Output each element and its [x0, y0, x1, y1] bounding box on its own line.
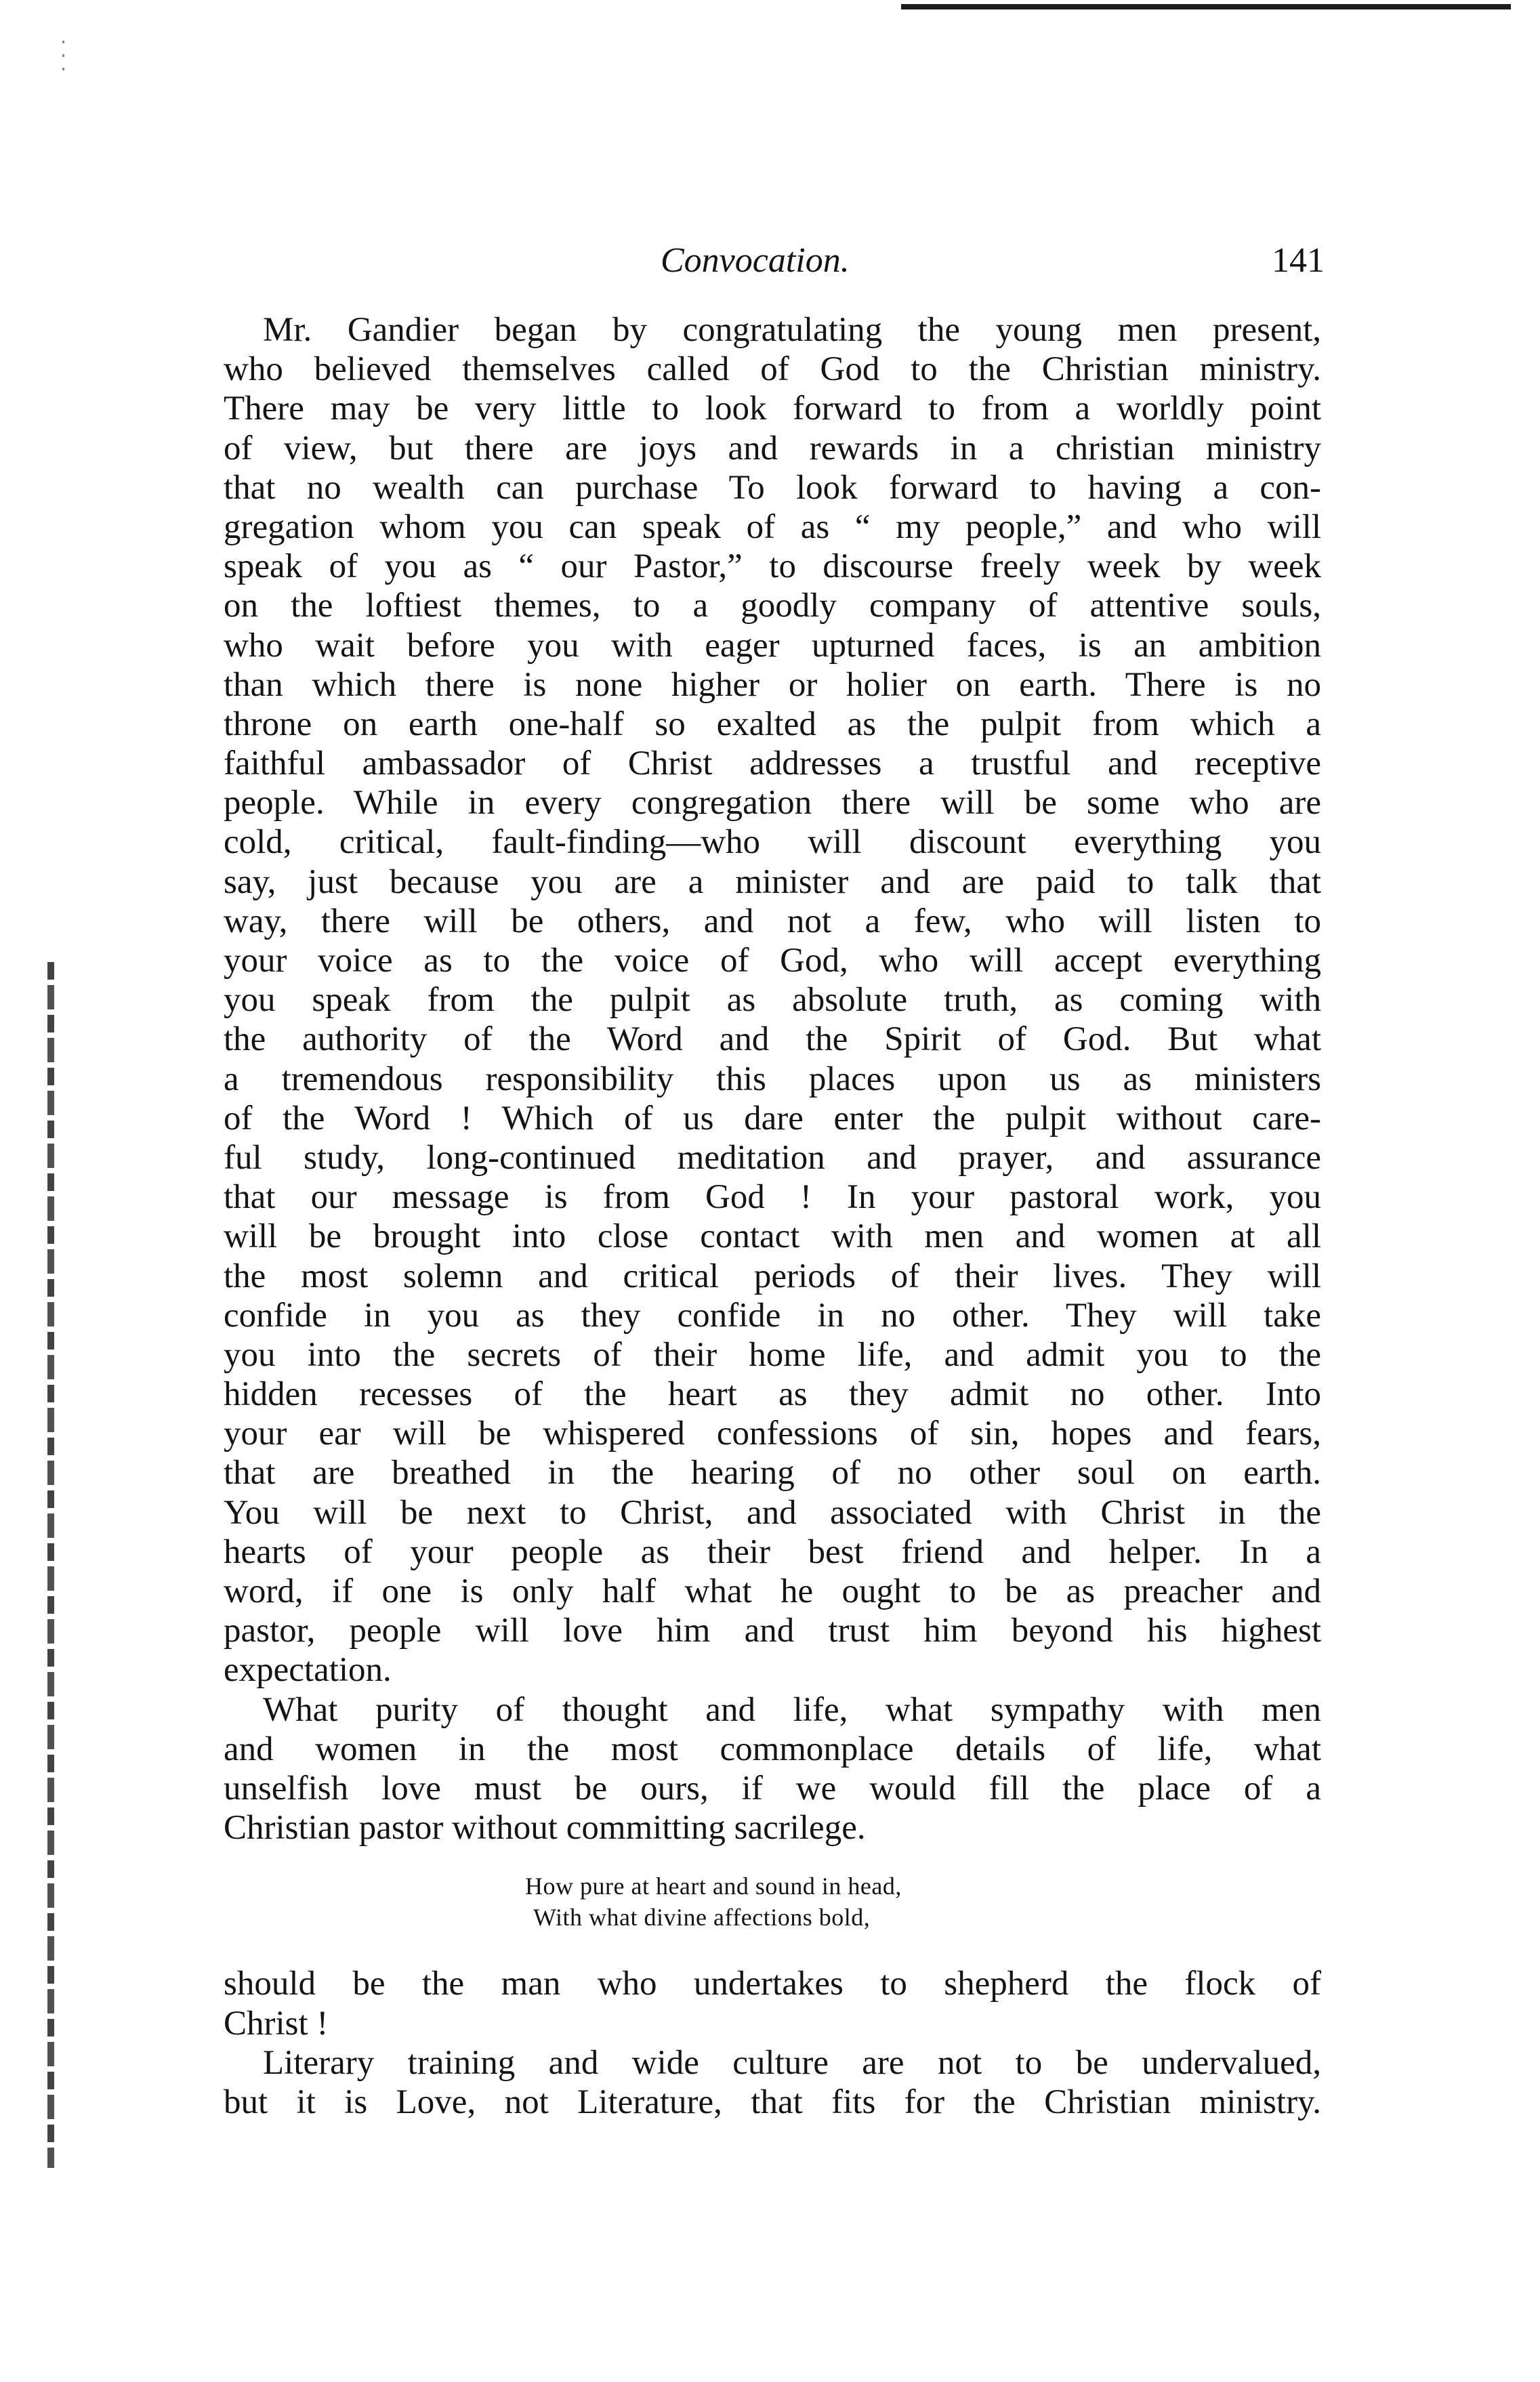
text-line: gregation whom you can speak of as “ my people,” and who will: [224, 507, 1321, 546]
top-rule: [901, 4, 1511, 9]
text-line: word, if one is only half what he ought to be as preacher and: [224, 1572, 1321, 1610]
verse-line: How pure at heart and sound in head,: [525, 1873, 902, 1900]
text-line: who believed themselves called of God to the Christian ministry.: [224, 350, 1321, 389]
verse-quotation: [224, 1871, 1321, 1933]
text-line: and women in the most commonplace details of life, what: [224, 1730, 1321, 1768]
text-line: What purity of thought and life, what sympathy with men: [263, 1690, 1321, 1729]
text-line: You will be next to Christ, and associated with Christ in the: [224, 1493, 1321, 1532]
text-line: say, just because you are a minister and are paid to talk that: [224, 862, 1321, 901]
text-line: you speak from the pulpit as absolute truth, as coming with: [224, 981, 1321, 1020]
margin-specks: [62, 41, 64, 81]
text-line: Literary training and wide culture are not to be undervalued,: [263, 2043, 1321, 2082]
text-line: expectation.: [224, 1651, 392, 1690]
text-line: Christian pastor without committing sacrilege.: [224, 1809, 866, 1847]
text-line: should be the man who undertakes to shepherd the flock of: [224, 1965, 1321, 2003]
verse-line: With what divine affections bold,: [533, 1904, 871, 1931]
text-line: your voice as to the voice of God, who will accept everything: [224, 942, 1321, 980]
text-line: but it is Love, not Literature, that fits for the Christian ministry.: [224, 2083, 1321, 2121]
binding-edge-marks: [47, 962, 54, 2168]
text-line: that are breathed in the hearing of no other soul on earth.: [224, 1454, 1321, 1492]
text-line: on the loftiest themes, to a goodly company of attentive souls,: [224, 587, 1321, 625]
paragraph-4: [224, 2043, 1321, 2122]
text-line: Mr. Gandier began by congratulating the young men present,: [263, 311, 1321, 349]
text-line: the authority of the Word and the Spirit of God. But what: [224, 1020, 1321, 1059]
running-head: [227, 237, 1325, 285]
text-line: the most solemn and critical periods of their lives. They will: [224, 1257, 1321, 1295]
paragraph-2: [224, 1690, 1321, 1848]
text-line: hidden recesses of the heart as they admit no other. Into: [224, 1375, 1321, 1414]
text-line: faithful ambassador of Christ addresses a trustful and receptive: [224, 745, 1321, 783]
text-line: ful study, long-continued meditation and prayer, and assurance: [224, 1138, 1321, 1177]
text-line: your ear will be whispered confessions of sin, hopes and fears,: [224, 1415, 1321, 1453]
text-line: Christ !: [224, 2004, 329, 2043]
text-line: than which there is none higher or holier on earth. There is no: [224, 665, 1321, 704]
text-line: of view, but there are joys and rewards in a christian ministry: [224, 429, 1321, 467]
text-line: of the Word ! Which of us dare enter the pulpit without care-: [224, 1099, 1321, 1137]
text-line: who wait before you with eager upturned faces, is an ambition: [224, 626, 1321, 665]
text-line: people. While in every congregation there will be some who are: [224, 784, 1321, 822]
page-number: 141: [1272, 241, 1325, 280]
text-line: you into the secrets of their home life, and admit you to the: [224, 1335, 1321, 1374]
paragraph-3: [224, 1964, 1321, 2043]
paragraph-1: [224, 310, 1321, 1690]
text-line: speak of you as “ our Pastor,” to discourse freely week by week: [224, 547, 1321, 586]
text-line: hearts of your people as their best friend and helper. In a: [224, 1532, 1321, 1571]
text-line: cold, critical, fault-finding—who will discount everything you: [224, 823, 1321, 862]
text-line: confide in you as they confide in no other. They will take: [224, 1296, 1321, 1335]
text-line: that no wealth can purchase To look forward to having a con-: [224, 468, 1321, 507]
text-line: will be brought into close contact with men and women at all: [224, 1217, 1321, 1256]
body-text: [224, 310, 1321, 2122]
text-line: unselfish love must be ours, if we would fill the place of a: [224, 1769, 1321, 1808]
text-line: way, there will be others, and not a few, who will listen to: [224, 902, 1321, 940]
text-line: a tremendous responsibility this places upon us as ministers: [224, 1060, 1321, 1098]
text-line: There may be very little to look forward to from a worldly point: [224, 390, 1321, 428]
text-line: pastor, people will love him and trust him beyond his highest: [224, 1612, 1321, 1650]
text-line: throne on earth one-half so exalted as the pulpit from which a: [224, 705, 1321, 743]
text-line: that our message is from God ! In your pastoral work, you: [224, 1178, 1321, 1217]
running-title: Convocation.: [661, 241, 850, 280]
